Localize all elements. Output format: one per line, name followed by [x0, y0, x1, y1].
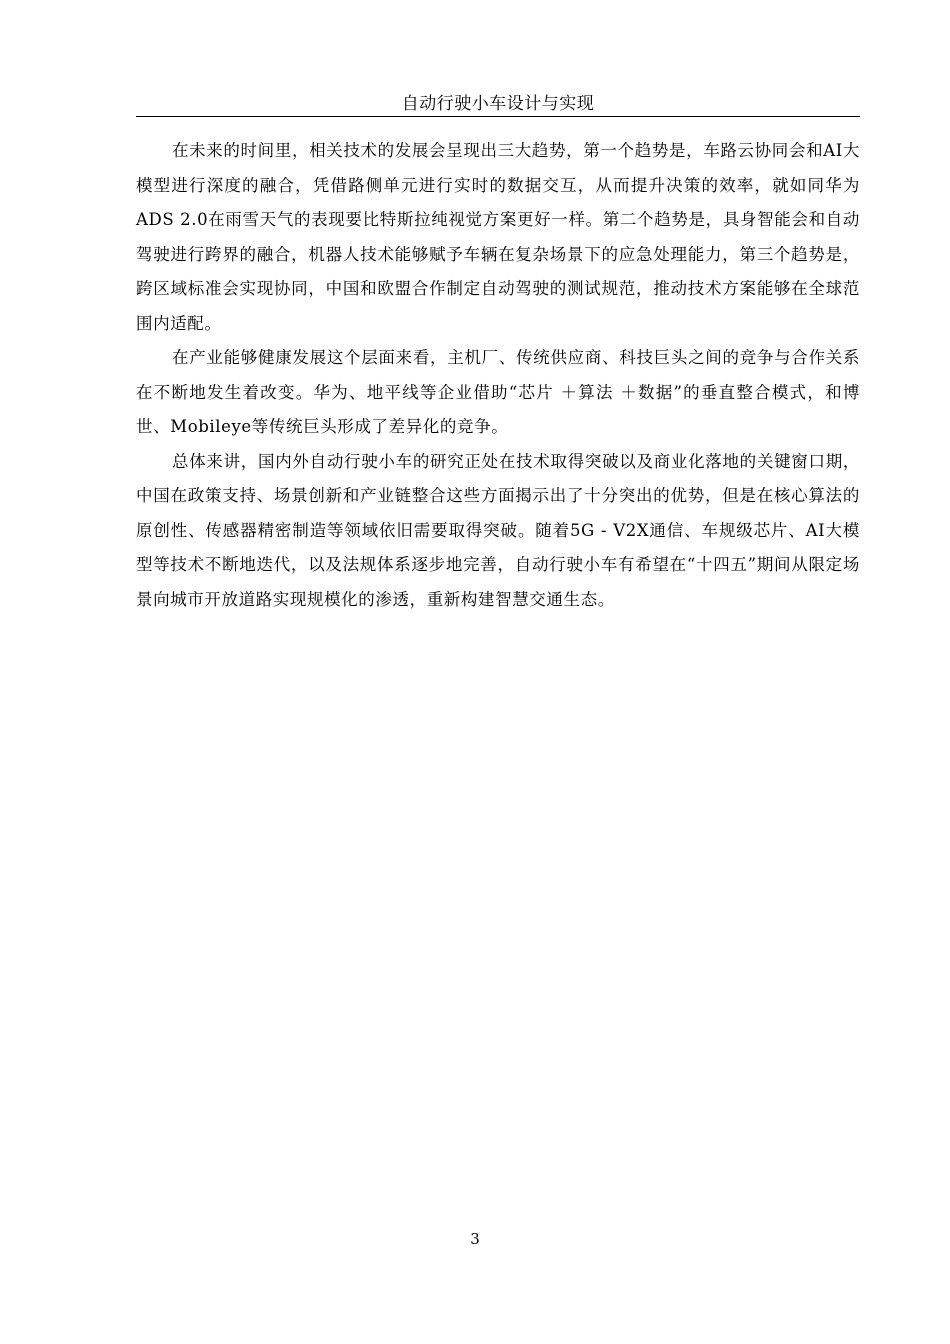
paragraph-summary: 总体来讲，国内外自动行驶小车的研究正处在技术取得突破以及商业化落地的关键窗口期，中国在政策支持、场景创新和产业链整合这些方面揭示出了十分突出的优势，但是在核心算法的原创性、传感器精密制造等领域依旧需要取得突破。随着5G - V2X通信、车规级芯片、AI大模型等技术不断地迭代，以及法规体系逐步地完善，自动行驶小车有希望在“十四五”期间从限定场景向城市开放道路实现规模化的渗透，重新构建智慧交通生态。 [136, 451, 860, 609]
page-number: 3 [470, 1230, 480, 1248]
header-rule [136, 116, 860, 117]
paragraph-industry-competition: 在产业能够健康发展这个层面来看，主机厂、传统供应商、科技巨头之间的竞争与合作关系在不断地发生着改变。华为、地平线等企业借助“芯片 ＋算法 ＋数据”的垂直整合模式，和博世、Mobileye等传统巨头形成了差异化的竞争。 [136, 348, 860, 436]
paragraph-future-trends: 在未来的时间里，相关技术的发展会呈现出三大趋势，第一个趋势是，车路云协同会和AI大模型进行深度的融合，凭借路侧单元进行实时的数据交互，从而提升决策的效率，就如同华为ADS 2.0在雨雪天气的表现要比特斯拉纯视觉方案更好一样。第二个趋势是，具身智能会和自动驾驶进行跨界的融合，机器人技术能够赋予车辆在复杂场景下的应急处理能力，第三个趋势是，跨区域标准会实现协同，中国和欧盟合作制定自动驾驶的测试规范，推动技术方案能够在全球范围内适配。 [136, 141, 860, 333]
body-text [136, 134, 860, 617]
running-header: 自动行驶小车设计与实现 [401, 94, 595, 114]
